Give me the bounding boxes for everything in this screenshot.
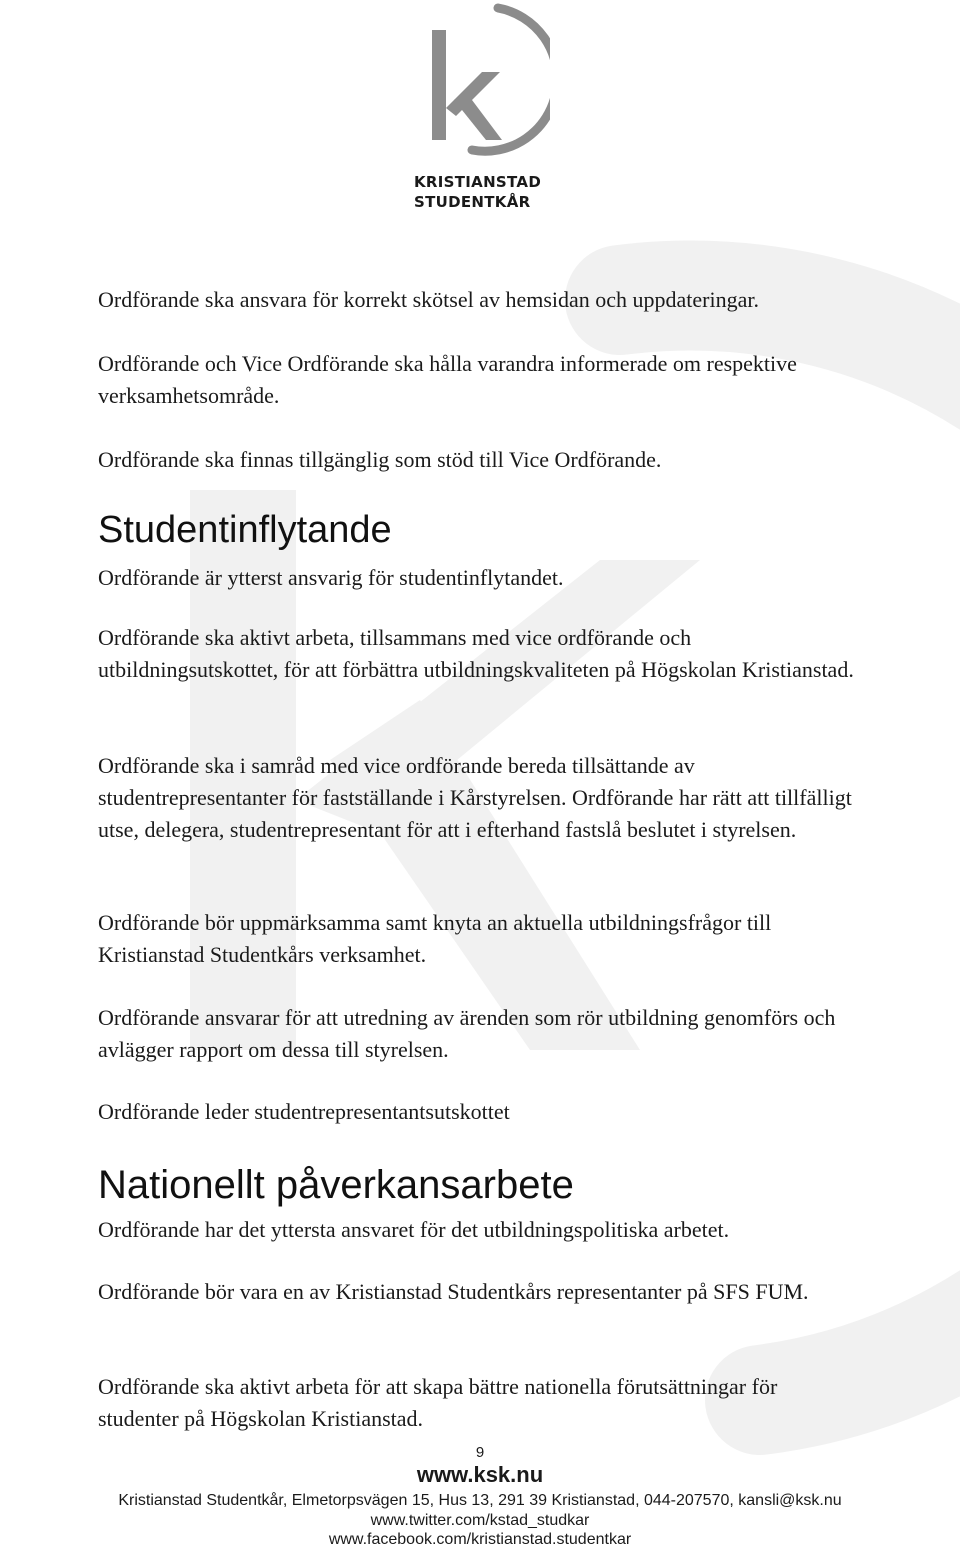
logo-wordmark: [410, 172, 550, 212]
paragraph: Ordförande ska finnas tillgänglig som stöd till Vice Ordförande.: [98, 447, 662, 472]
paragraph: Ordförande är ytterst ansvarig för studentinflytandet.: [98, 565, 564, 590]
facebook-link[interactable]: www.facebook.com/kristianstad.studentkar: [328, 1531, 632, 1548]
paragraph: Ordförande bör vara en av Kristianstad Studentkårs representanter på SFS FUM.: [98, 1279, 809, 1304]
section-heading-studentinflytande: Studentinflytande: [98, 509, 392, 551]
paragraph: Ordförande ska aktivt arbeta, tillsammans med vice ordförande och utbildningsutskottet, för att förbättra utbildningskvaliteten på Högskolan Kristianstad.: [98, 625, 854, 682]
paragraph: Ordförande ansvarar för att utredning av ärenden som rör utbildning genomförs och avlägger rapport om dessa till styrelsen.: [98, 1005, 836, 1062]
paragraph: Ordförande och Vice Ordförande ska hålla varandra informerade om respektive verksamhetsområde.: [98, 351, 797, 408]
contact-address: Kristianstad Studentkår, Elmetorpsvägen 15, Hus 13, 291 39 Kristianstad, 044-207570, kansli@ksk.nu: [118, 1492, 842, 1509]
paragraph: Ordförande ska i samråd med vice ordförande bereda tillsättande av studentrepresentanter för fastställande i Kårstyrelsen. Ordförande har rätt att tillfälligt utse, delegera, studentrepresentant för att i efterhand fastslå beslutet i styrelsen.: [98, 753, 852, 842]
page-number: 9: [475, 1444, 485, 1461]
logo-line-1: KRISTIANSTAD: [414, 173, 542, 191]
kristianstad-studentkar-logo: [410, 0, 550, 215]
section-heading-nationellt-paverkansarbete: Nationellt påverkansarbete: [98, 1163, 574, 1207]
paragraph: Ordförande leder studentrepresentantsutskottet: [98, 1099, 510, 1124]
paragraph: Ordförande ska aktivt arbeta för att skapa bättre nationella förutsättningar för studenter på Högskolan Kristianstad.: [98, 1374, 778, 1431]
twitter-link[interactable]: www.twitter.com/kstad_studkar: [370, 1512, 590, 1529]
paragraph: Ordförande ska ansvara för korrekt skötsel av hemsidan och uppdateringar.: [98, 287, 759, 312]
website-link[interactable]: www.ksk.nu: [416, 1462, 544, 1487]
k-logo-mark: [410, 0, 550, 170]
logo-line-2: STUDENTKÅR: [414, 193, 531, 211]
paragraph: Ordförande har det yttersta ansvaret för det utbildningspolitiska arbetet.: [98, 1217, 730, 1242]
paragraph: Ordförande bör uppmärksamma samt knyta an aktuella utbildningsfrågor till Kristianstad Studentkårs verksamhet.: [98, 910, 772, 967]
